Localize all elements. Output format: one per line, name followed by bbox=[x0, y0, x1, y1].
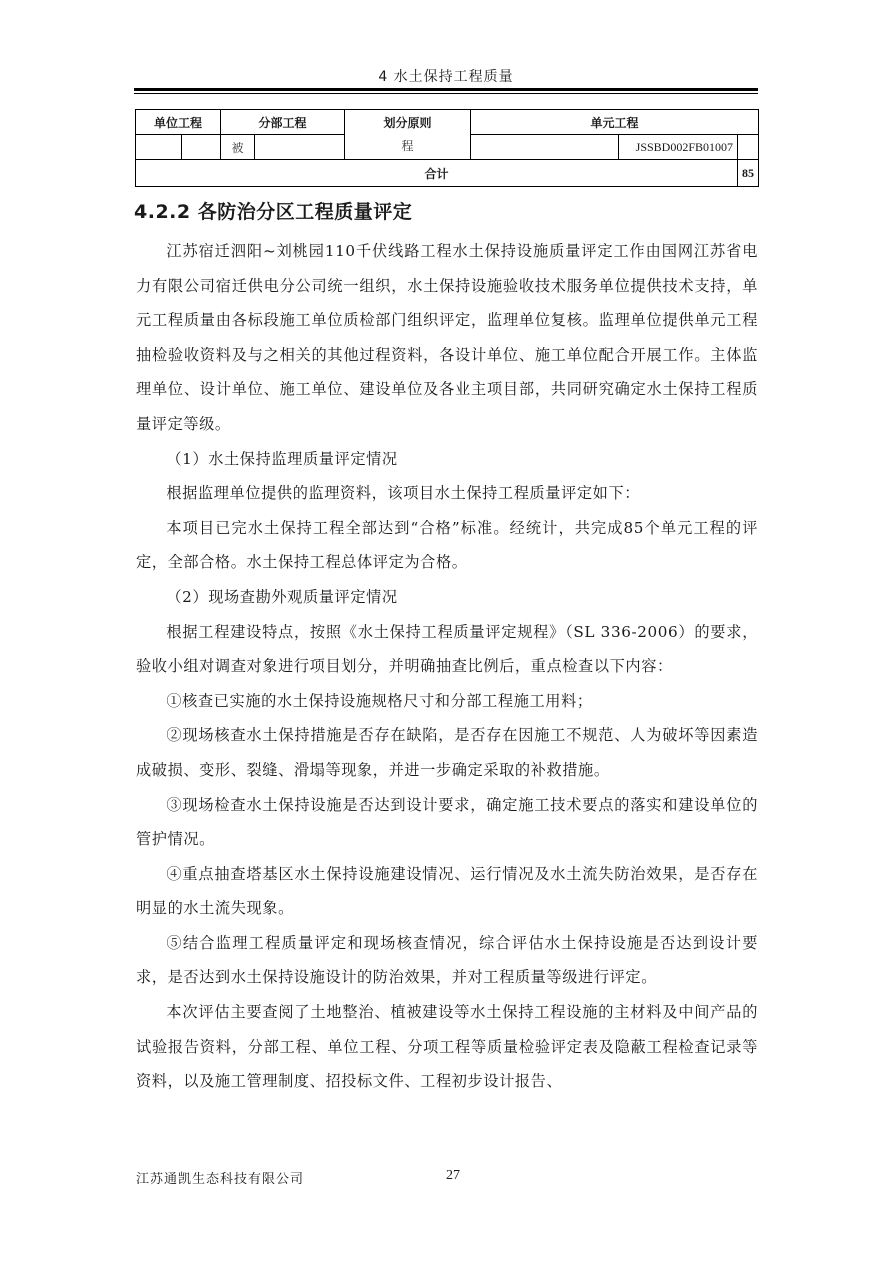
paragraph: 江苏宿迁泗阳~刘桃园110千伏线路工程水土保持设施质量评定工作由国网江苏省电力有限公司宿迁供电分公司统一组织，水土保持设施验收技术服务单位提供技术支持，单元工程质量由各标段施工单位质检部门组织评定，监理单位复核。监理单位提供单元工程抽检验收资料及与之相关的其他过程资料，各设计单位、施工单位配合开展工作。主体监理单位、设计单位、施工单位、建设单位及各业主项目部，共同研究确定水土保持工程质量评定等级。 bbox=[136, 242, 758, 433]
header-element-project: 单元工程 bbox=[471, 110, 759, 135]
body-text bbox=[136, 234, 758, 1099]
total-label: 合计 bbox=[136, 160, 738, 187]
paragraph: ①核查已实施的水土保持设施规格尺寸和分部工程施工用料； bbox=[166, 691, 593, 710]
paragraph: 本次评估主要查阅了土地整治、植被建设等水土保持工程设施的主材料及中间产品的试验报告资料，分部工程、单位工程、分项工程等质量检验评定表及隐蔽工程检查记录等资料，以及施工管理制度、招投标文件、工程初步设计报告、 bbox=[136, 1003, 758, 1091]
paragraph: 本项目已完水土保持工程全部达到“合格”标准。经统计，共完成85个单元工程的评定，全部合格。水土保持工程总体评定为合格。 bbox=[136, 518, 758, 572]
paragraph: 根据工程建设特点，按照《水土保持工程质量评定规程》（SL 336-2006）的要求，验收小组对调查对象进行项目划分，并明确抽查比例后，重点检查以下内容： bbox=[136, 622, 758, 676]
total-value: 85 bbox=[738, 160, 759, 187]
paragraph: （1）水土保持监理质量评定情况 bbox=[166, 449, 398, 468]
table-header-row bbox=[136, 110, 759, 135]
header-division-principle bbox=[345, 110, 471, 160]
header-rule-thin bbox=[134, 93, 758, 94]
section-heading: 4.2.2 各防治分区工程质量评定 bbox=[134, 201, 413, 223]
paragraph: 根据监理单位提供的监理资料，该项目水土保持工程质量评定如下： bbox=[166, 484, 641, 503]
paragraph: ⑤结合监理工程质量评定和现场核查情况，综合评估水土保持设施是否达到设计要求，是否达到水土保持设施设计的防治效果，并对工程质量等级进行评定。 bbox=[136, 933, 758, 987]
page-number: 27 bbox=[446, 1168, 460, 1183]
running-header: 4 水土保持工程质量 bbox=[378, 69, 514, 85]
footer-company: 江苏通凯生态科技有限公司 bbox=[136, 1172, 305, 1187]
table-cell bbox=[738, 135, 759, 160]
element-code-cell: JSSBD002FB01007 bbox=[619, 135, 738, 160]
division-fragment-cell: 被 bbox=[221, 135, 255, 160]
principle-fragment: 程 bbox=[401, 139, 414, 153]
table-total-row bbox=[136, 160, 759, 187]
table-cell bbox=[255, 135, 345, 160]
table-cell bbox=[136, 135, 182, 160]
paragraph: ②现场核查水土保持措施是否存在缺陷，是否存在因施工不规范、人为破坏等因素造成破损、变形、裂缝、滑塌等现象，并进一步确定采取的补救措施。 bbox=[136, 726, 758, 779]
header-unit-project: 单位工程 bbox=[136, 110, 221, 135]
paragraph: ④重点抽查塔基区水土保持设施建设情况、运行情况及水土流失防治效果，是否存在明显的水土流失现象。 bbox=[136, 864, 758, 918]
division-principle-label: 划分原则 bbox=[383, 116, 432, 130]
table-cell bbox=[182, 135, 221, 160]
header-rule-thick bbox=[134, 88, 758, 91]
table-cell bbox=[471, 135, 619, 160]
header-division-project: 分部工程 bbox=[221, 110, 345, 135]
quality-table bbox=[135, 109, 759, 187]
paragraph: ③现场检查水土保持设施是否达到设计要求，确定施工技术要点的落实和建设单位的管护情况。 bbox=[136, 795, 758, 849]
paragraph: （2）现场查勘外观质量评定情况 bbox=[166, 587, 398, 606]
